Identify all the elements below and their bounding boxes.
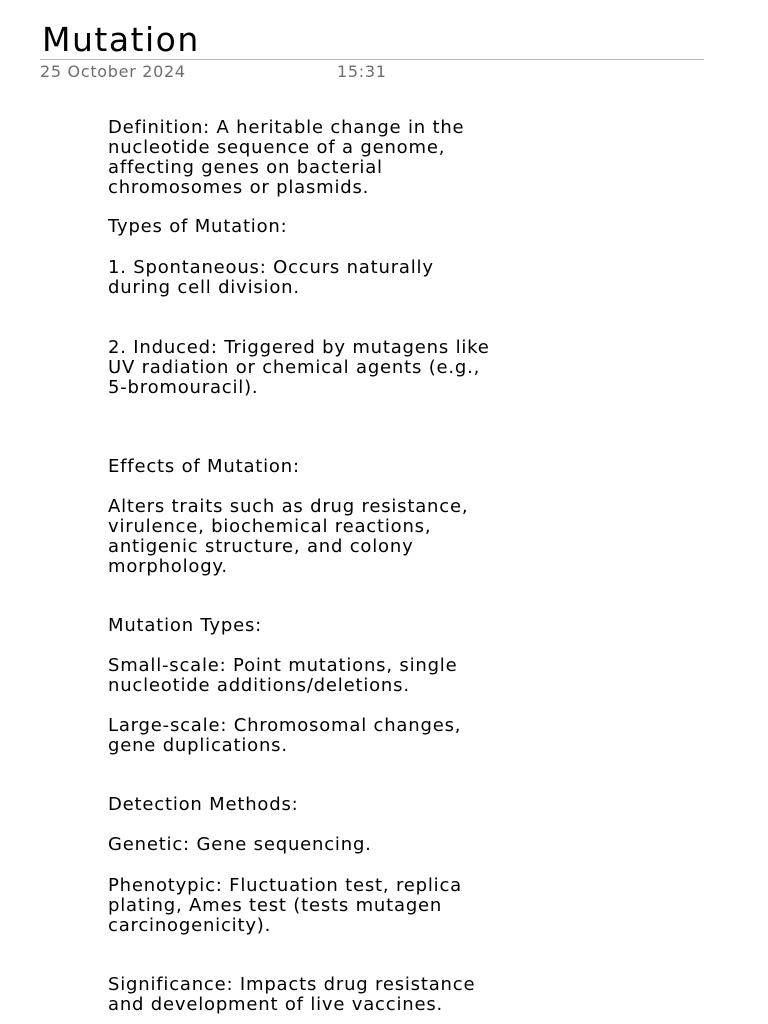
definition-line: Definition: A heritable change in the: [108, 117, 465, 138]
title-divider: [40, 59, 704, 60]
large-scale-line: Large-scale: Chromosomal changes,: [108, 715, 462, 736]
effects-line: virulence, biochemical reactions,: [108, 516, 432, 537]
detection-heading: Detection Methods:: [108, 794, 299, 815]
definition-line: affecting genes on bacterial: [108, 157, 383, 178]
induced-line: UV radiation or chemical agents (e.g.,: [108, 357, 481, 378]
note-time: 15:31: [337, 62, 387, 81]
significance-line: and development of live vaccines.: [108, 994, 444, 1015]
spontaneous-line: during cell division.: [108, 277, 300, 298]
definition-line: nucleotide sequence of a genome,: [108, 137, 446, 158]
phenotypic-line: carcinogenicity).: [108, 915, 272, 936]
definition-line: chromosomes or plasmids.: [108, 177, 370, 198]
types-heading: Types of Mutation:: [108, 216, 288, 237]
large-scale-line: gene duplications.: [108, 735, 288, 756]
effects-line: Alters traits such as drug resistance,: [108, 496, 469, 517]
phenotypic-line: plating, Ames test (tests mutagen: [108, 895, 443, 916]
small-scale-line: Small-scale: Point mutations, single: [108, 655, 458, 676]
phenotypic-line: Phenotypic: Fluctuation test, replica: [108, 875, 462, 896]
significance-line: Significance: Impacts drug resistance: [108, 974, 476, 995]
induced-line: 5-bromouracil).: [108, 377, 259, 398]
spontaneous-line: 1. Spontaneous: Occurs naturally: [108, 257, 434, 278]
effects-line: morphology.: [108, 556, 228, 577]
effects-heading: Effects of Mutation:: [108, 456, 300, 477]
page-title[interactable]: Mutation: [42, 20, 200, 59]
genetic-line: Genetic: Gene sequencing.: [108, 834, 372, 855]
induced-line: 2. Induced: Triggered by mutagens like: [108, 337, 490, 358]
small-scale-line: nucleotide additions/deletions.: [108, 675, 410, 696]
note-date: 25 October 2024: [40, 62, 186, 81]
mutation-types-heading: Mutation Types:: [108, 615, 263, 636]
effects-line: antigenic structure, and colony: [108, 536, 414, 557]
